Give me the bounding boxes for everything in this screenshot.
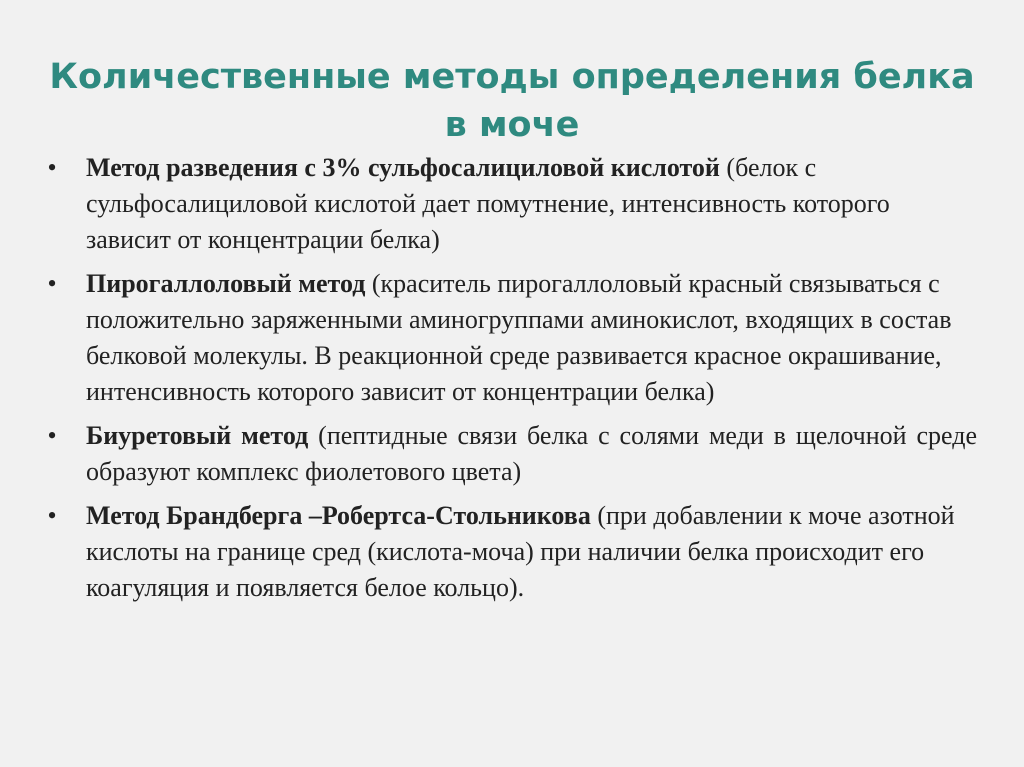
slide-title xyxy=(40,53,984,149)
method-term: Метод разведения с 3% сульфосалициловой кислотой xyxy=(86,153,720,182)
bullet-icon: • xyxy=(47,269,57,298)
method-text xyxy=(86,150,977,258)
method-description: (при добавлении к моче азотной кислоты на границе сред (кислота-моча) при наличии белка происходит его коагуляция и появляется белое кольцо). xyxy=(86,501,955,602)
method-term: Метод Брандберга –Робертса-Стольникова xyxy=(86,501,591,530)
method-description: (краситель пирогаллоловый красный связываться с положительно заряженными аминогруппами аминокислот, входящих в состав белковой молекулы. В реакционной среде развивается красное окрашивание, интенсивность которого зависит от концентрации белка) xyxy=(86,269,952,406)
slide-title-line-1: Количественные методы определения белка xyxy=(49,57,975,98)
bullet-icon: • xyxy=(47,501,57,530)
method-item-sulfosalicylic xyxy=(42,150,977,258)
method-text xyxy=(86,498,977,606)
method-term: Пирогаллоловый метод xyxy=(86,269,366,298)
bullet-icon: • xyxy=(47,421,57,450)
method-description: (белок с сульфосалициловой кислотой дает помутнение, интенсивность которого зависит от концентрации белка) xyxy=(86,153,890,254)
method-text xyxy=(86,418,977,490)
method-description: (пептидные связи белка с солями меди в щелочной среде образуют комплекс фиолетового цвета) xyxy=(86,421,977,486)
method-term: Биуретовый метод xyxy=(86,421,309,450)
slide-title-line-2: в моче xyxy=(444,105,580,146)
method-item-brandberg xyxy=(42,498,977,606)
method-text xyxy=(86,266,977,410)
bullet-icon: • xyxy=(47,153,57,182)
method-item-pyrogallol xyxy=(42,266,977,410)
method-item-biuret xyxy=(42,418,977,490)
methods-list xyxy=(42,150,977,614)
